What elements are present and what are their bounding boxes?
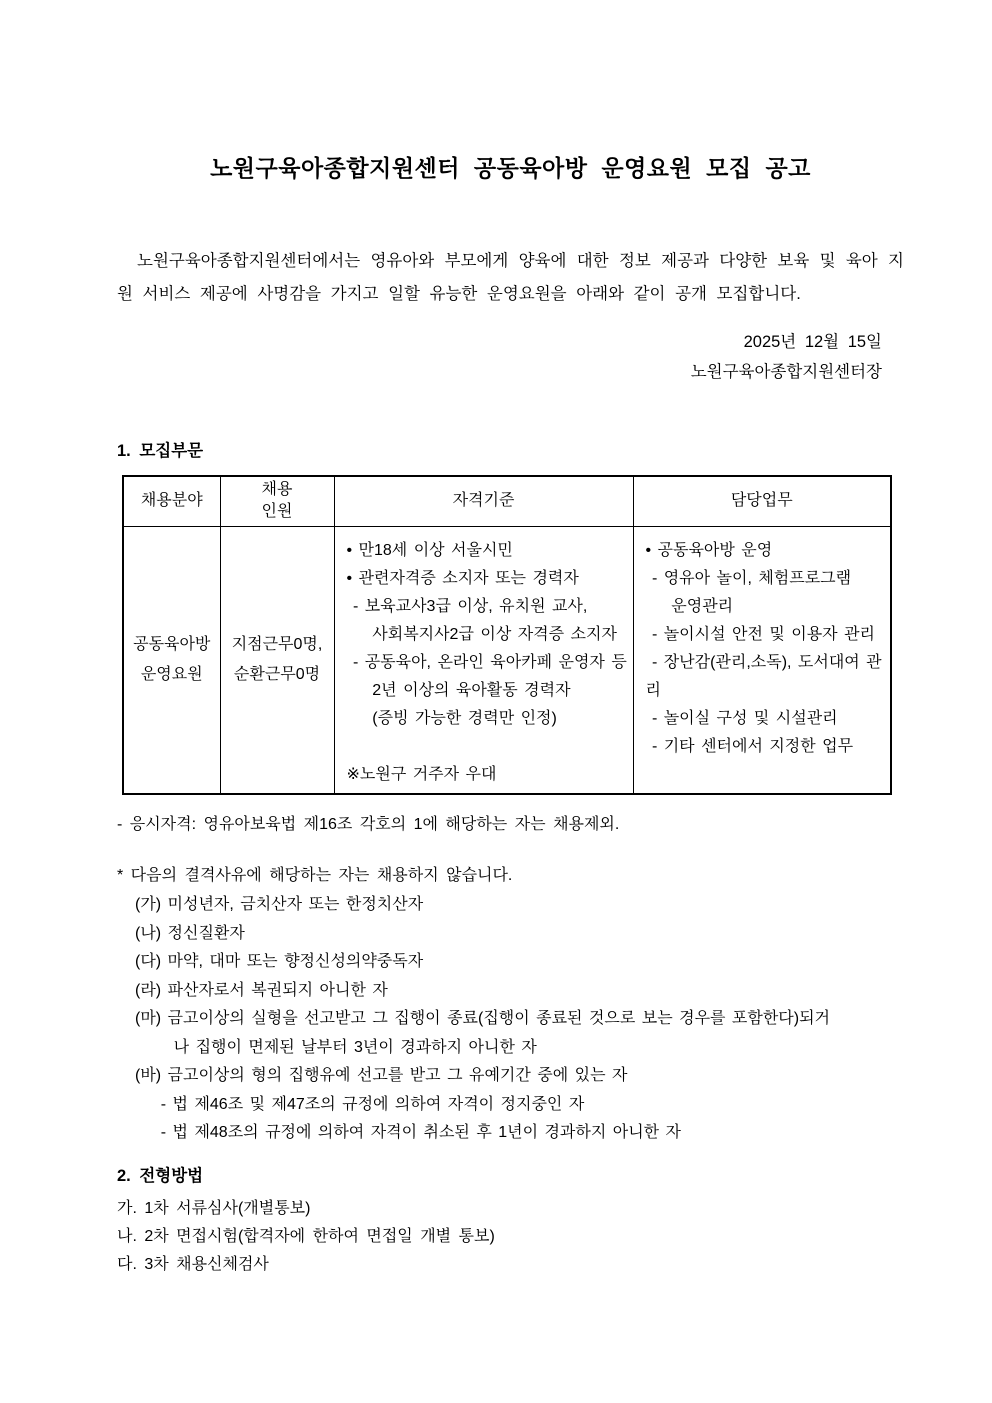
page-title: 노원구육아종합지원센터 공동육아방 운영요원 모집 공고 [210, 155, 811, 181]
disqualification-list [135, 891, 904, 1148]
disqualification-item: (라) 파산자로서 복권되지 아니한 자 [135, 981, 388, 999]
table-header-row [123, 476, 891, 526]
disqualification-item-continuation: 나 집행이 면제된 날부터 3년이 경과하지 아니한 자 [135, 1038, 537, 1056]
duty-line: - 놀이시설 안전 및 이용자 관리 [645, 625, 875, 643]
disqualification-subitem: - 법 제48조의 규정에 의하여 자격이 취소된 후 1년이 경과하지 아니한 자 [135, 1124, 682, 1141]
section-2-heading: 2. 전형방법 [117, 1166, 204, 1185]
qualification-line: 사회복지사2급 이상 자격증 소지자 [346, 625, 617, 643]
intro-paragraph: 노원구육아종합지원센터에서는 영유아와 부모에게 양육에 대한 정보 제공과 다양한 보육 및 육아 지원 서비스 제공에 사명감을 가지고 일할 유능한 운영요원을 아래와 같이 공개 모집합니다. [117, 252, 904, 303]
duty-line: - 기타 센터에서 지정한 업무 [645, 737, 854, 755]
header-headcount: 채용 인원 [220, 476, 334, 526]
disqualification-item: (마) 금고이상의 실형을 선고받고 그 집행이 종료(집행이 종료된 것으로 보는 경우를 포함한다)되거 [135, 1010, 830, 1027]
duty-line: - 놀이실 구성 및 시설관리 [645, 709, 838, 727]
cell-field: 공동육아방 운영요원 [123, 526, 220, 794]
qualification-line: (증빙 가능한 경력만 인정) [346, 709, 557, 727]
section-1-heading: 1. 모집부문 [117, 442, 204, 460]
disqualification-subitem: - 법 제46조 및 제47조의 규정에 의하여 자격이 정지중인 자 [135, 1095, 585, 1113]
selection-method-item: 다. 3차 채용신체검사 [117, 1255, 269, 1273]
signer-line: 노원구육아종합지원센터장 [690, 363, 882, 381]
disqualification-item: (다) 마약, 대마 또는 향정신성의약중독자 [135, 953, 424, 970]
header-field: 채용분야 [123, 476, 220, 526]
disqualification-item: (바) 금고이상의 형의 집행유예 선고를 받고 그 유예기간 중에 있는 자 [135, 1067, 628, 1084]
qualification-line: 2년 이상의 육아활동 경력자 [346, 681, 571, 699]
date-block [117, 327, 904, 387]
duty-line: 운영관리 [645, 597, 734, 615]
eligibility-note: - 응시자격: 영유아보육법 제16조 각호의 1에 해당하는 자는 채용제외. [117, 816, 620, 833]
duty-line: • 공동육아방 운영 [645, 541, 773, 559]
recruitment-table [122, 475, 892, 795]
header-qualifications: 자격기준 [334, 476, 633, 526]
duty-line: - 장난감(관리,소독), 도서대여 관리 [645, 653, 882, 699]
selection-method-item: 가. 1차 서류심사(개별통보) [117, 1199, 311, 1217]
header-duties: 담당업무 [633, 476, 891, 526]
disqualification-item: (나) 정신질환자 [135, 924, 245, 942]
date-line: 2025년 12월 15일 [743, 333, 882, 351]
cell-duties [633, 526, 891, 794]
disqualification-intro: * 다음의 결격사유에 해당하는 자는 채용하지 않습니다. [117, 867, 513, 884]
qualification-preference-note: ※노원구 거주자 우대 [346, 765, 497, 783]
cell-qualifications [334, 526, 633, 794]
qualification-line: - 보육교사3급 이상, 유치원 교사, [346, 597, 588, 615]
selection-method-list [117, 1195, 904, 1279]
qualification-line: - 공동육아, 온라인 육아카페 운영자 등 [346, 653, 627, 671]
qualification-line-spacer [347, 733, 629, 761]
duty-line: - 영유아 놀이, 체험프로그램 [645, 569, 852, 587]
cell-headcount: 지점근무0명, 순환근무0명 [220, 526, 334, 794]
qualification-line: • 관련자격증 소지자 또는 경력자 [346, 569, 579, 587]
disqualification-item: (가) 미성년자, 금치산자 또는 한정치산자 [135, 896, 424, 913]
qualification-line: • 만18세 이상 서울시민 [346, 541, 513, 559]
table-row [123, 526, 891, 794]
selection-method-item: 나. 2차 면접시험(합격자에 한하여 면접일 개별 통보) [117, 1227, 495, 1245]
